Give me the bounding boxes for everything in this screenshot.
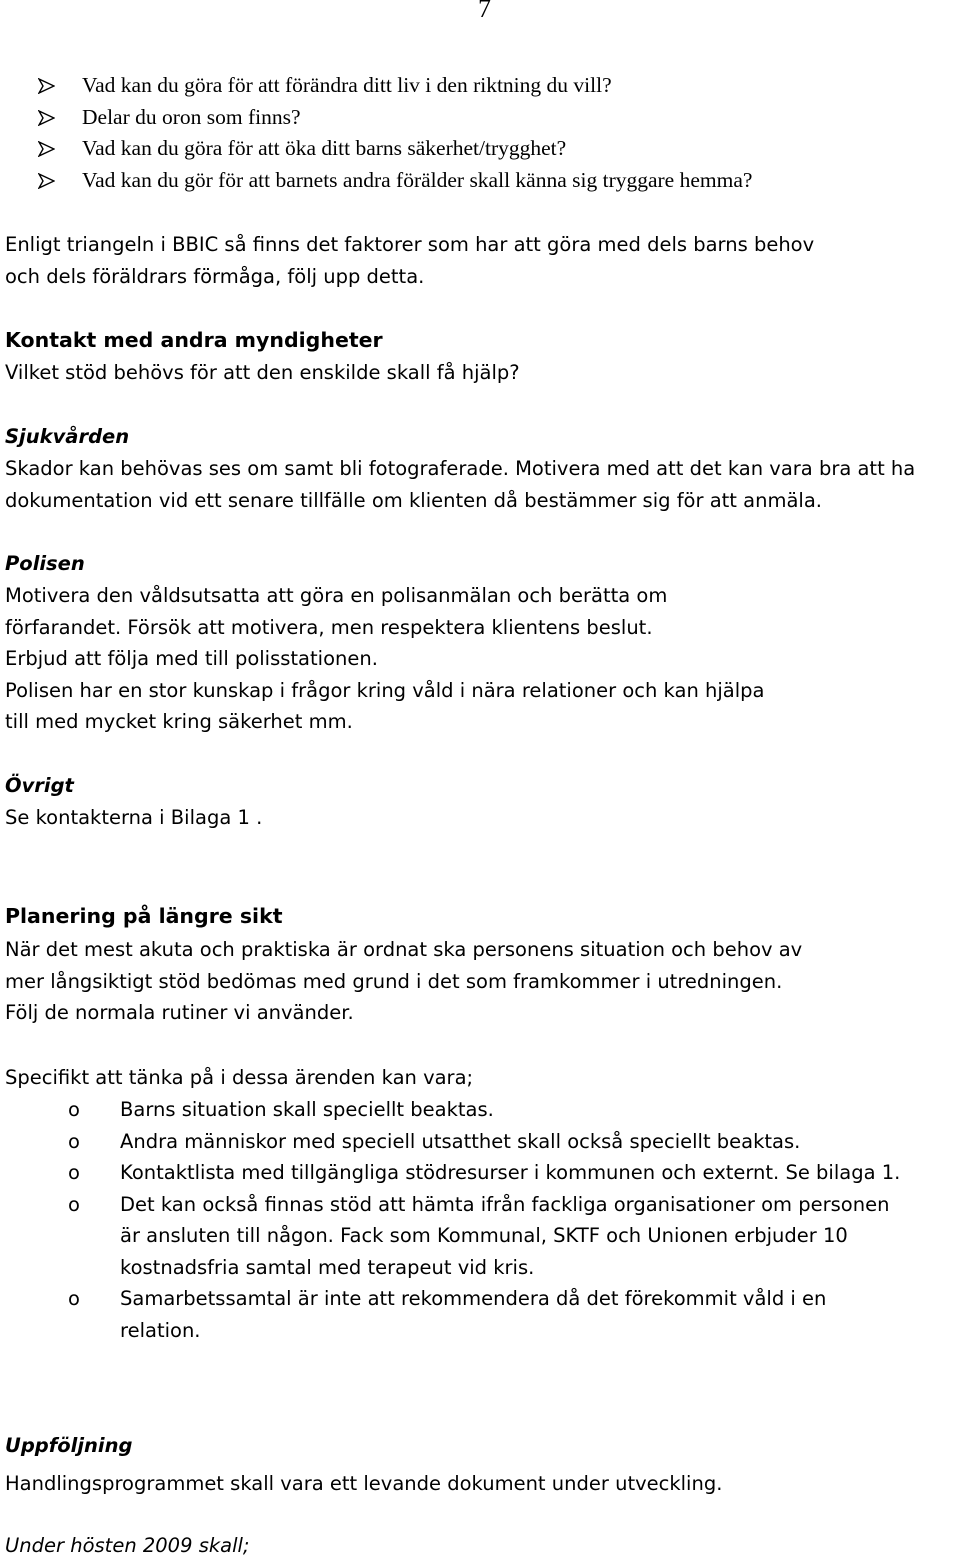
bullet-marker: o bbox=[68, 1192, 80, 1216]
paragraph-line: förfarandet. Försök att motivera, men respektera klientens beslut. bbox=[5, 615, 653, 639]
list-item-line: Det kan också finnas stöd att hämta ifrån fackliga organisationer om personen bbox=[120, 1192, 890, 1216]
page-number: 7 bbox=[478, 0, 491, 23]
list-item bbox=[0, 1283, 960, 1346]
paragraph-line: till med mycket kring säkerhet mm. bbox=[5, 710, 353, 733]
section-heading-ovrigt: Övrigt bbox=[5, 774, 74, 797]
paragraph-line: mer långsiktigt stöd bedömas med grund i det som framkommer i utredningen. bbox=[5, 969, 783, 993]
paragraph-line: Följ de normala rutiner vi använder. bbox=[5, 1001, 354, 1024]
paragraph-line: Skador kan behövas ses om samt bli fotograferade. Motivera med att det kan vara bra att ha bbox=[5, 457, 916, 480]
bullet-marker: o bbox=[68, 1098, 80, 1121]
arrow-bullet-icon bbox=[38, 173, 55, 189]
section-heading-uppfoljning: Uppföljning bbox=[5, 1434, 133, 1457]
list-item bbox=[0, 1094, 960, 1126]
list-item-line: Andra människor med speciell utsatthet skall också speciellt beaktas. bbox=[120, 1129, 801, 1153]
list-item bbox=[0, 102, 752, 134]
paragraph-line: När det mest akuta och praktiska är ordnat ska personens situation och behov av bbox=[5, 938, 803, 961]
paragraph-line: Polisen har en stor kunskap i frågor kring våld i nära relationer och kan hjälpa bbox=[5, 678, 765, 702]
sjukvarden-paragraph bbox=[5, 453, 955, 516]
list-item-line: Barns situation skall speciellt beaktas. bbox=[120, 1098, 494, 1121]
polisen-paragraph bbox=[5, 580, 955, 738]
arrow-bullet-icon bbox=[38, 141, 55, 157]
ovrigt-text: Se kontakterna i Bilaga 1 . bbox=[5, 806, 263, 829]
arrow-bullet-icon bbox=[38, 110, 55, 126]
list-item bbox=[0, 1189, 960, 1284]
list-item-line: relation. bbox=[120, 1318, 201, 1342]
question-text: Vad kan du göra för att öka ditt barns säkerhet/trygghet? bbox=[82, 136, 567, 160]
specifikt-list bbox=[0, 1094, 960, 1346]
bbic-paragraph bbox=[5, 229, 955, 292]
list-item-line: Samarbetssamtal är inte att rekommendera då det förekommit våld i en bbox=[120, 1287, 827, 1310]
paragraph-line: Enligt triangeln i BBIC så finns det faktorer som har att göra med dels barns behov bbox=[5, 233, 815, 256]
list-item-line: är ansluten till någon. Fack som Kommunal, SKTF och Unionen erbjuder 10 bbox=[120, 1224, 848, 1247]
list-item bbox=[0, 70, 752, 102]
paragraph-line: Motivera den våldsutsatta att göra en polisanmälan och berätta om bbox=[5, 584, 668, 607]
section-heading-kontakt: Kontakt med andra myndigheter bbox=[5, 328, 383, 352]
paragraph-line: och dels föräldrars förmåga, följ upp detta. bbox=[5, 264, 425, 288]
list-item-line: kostnadsfria samtal med terapeut vid kris. bbox=[120, 1255, 535, 1279]
question-text: Vad kan du gör för att barnets andra förälder skall känna sig tryggare hemma? bbox=[82, 167, 753, 192]
kontakt-text: Vilket stöd behövs för att den enskilde skall få hjälp? bbox=[5, 361, 520, 384]
paragraph-line: Erbjud att följa med till polisstationen. bbox=[5, 647, 378, 670]
section-heading-sjukvarden: Sjukvården bbox=[5, 425, 130, 448]
list-item bbox=[0, 1126, 960, 1158]
bullet-marker: o bbox=[68, 1161, 80, 1184]
question-list bbox=[0, 70, 752, 196]
bullet-marker: o bbox=[68, 1129, 80, 1153]
section-heading-polisen: Polisen bbox=[5, 552, 85, 575]
list-item bbox=[0, 1157, 960, 1189]
bullet-marker: o bbox=[68, 1287, 80, 1310]
question-text: Delar du oron som finns? bbox=[82, 104, 301, 129]
list-item bbox=[0, 133, 752, 165]
specifikt-intro: Specifikt att tänka på i dessa ärenden kan vara; bbox=[5, 1066, 474, 1089]
list-item bbox=[0, 165, 752, 197]
arrow-bullet-icon bbox=[38, 78, 55, 94]
list-item-line: Kontaktlista med tillgängliga stödresurser i kommunen och externt. Se bilaga 1. bbox=[120, 1161, 901, 1184]
paragraph-line: dokumentation vid ett senare tillfälle om klienten då bestämmer sig för att anmäla. bbox=[5, 488, 822, 512]
planering-paragraph bbox=[5, 934, 955, 1029]
section-heading-planering: Planering på längre sikt bbox=[5, 904, 283, 928]
uppfoljning-text: Handlingsprogrammet skall vara ett levande dokument under utveckling. bbox=[5, 1472, 723, 1495]
uppfoljning-subtext: Under hösten 2009 skall; bbox=[5, 1534, 250, 1557]
question-text: Vad kan du göra för att förändra ditt liv i den riktning du vill? bbox=[82, 73, 612, 97]
